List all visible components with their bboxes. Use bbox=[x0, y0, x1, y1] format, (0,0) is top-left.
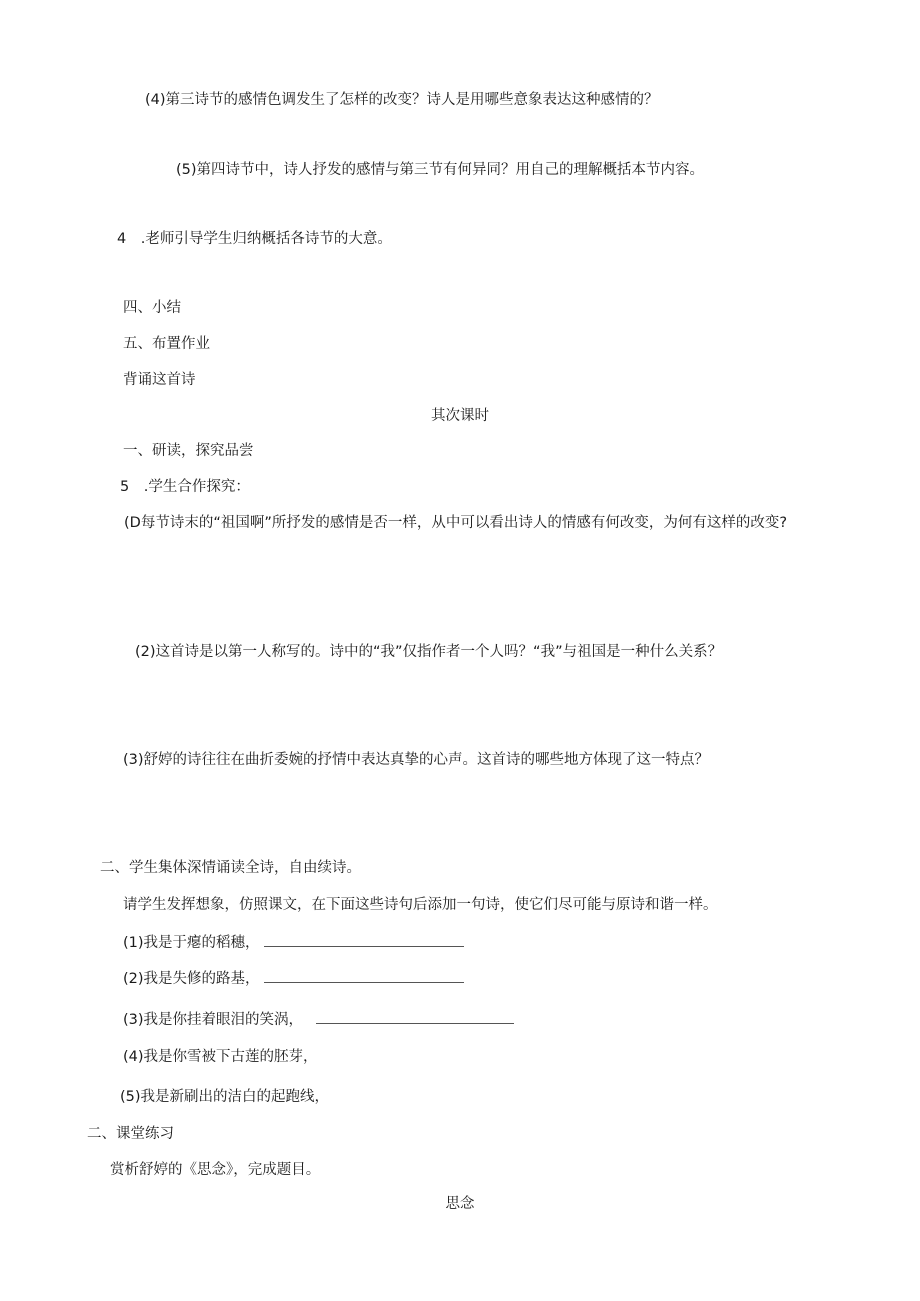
fill-blank-2[interactable] bbox=[264, 968, 464, 983]
fill-blank-1[interactable] bbox=[264, 932, 464, 947]
part-2-heading: 二、学生集体深情诵读全诗，自由续诗。 bbox=[100, 860, 361, 876]
probe-question-1: (D每节诗末的“祖国啊”所抒发的感情是否一样，从中可以看出诗人的情感有何改变，为何有这样的改变? bbox=[124, 515, 788, 531]
continuation-instruction: 请学生发挥想象，仿照课文，在下面这些诗句后添加一句诗，使它们尽可能与原诗和谐一样。 bbox=[123, 897, 718, 913]
fill-line-3-text: (3)我是你挂着眼泪的笑涡， bbox=[123, 1012, 304, 1028]
section-homework-heading: 五、布置作业 bbox=[123, 336, 210, 352]
homework-text: 背诵这首诗 bbox=[123, 372, 196, 388]
question-5: (5)第四诗节中，诗人抒发的感情与第三节有何异同？用自己的理解概括本节内容。 bbox=[176, 162, 705, 178]
fill-line-2-text: (2)我是失修的路基， bbox=[123, 971, 260, 987]
question-4: (4)第三诗节的感情色调发生了怎样的改变？诗人是用哪些意象表达这种感情的？ bbox=[145, 92, 659, 108]
fill-blank-3[interactable] bbox=[316, 1009, 514, 1024]
fill-line-5: (5)我是新刷出的洁白的起跑线， bbox=[120, 1089, 330, 1105]
fill-line-3 bbox=[123, 1009, 514, 1030]
part-1-heading: 一、研读，探究品尝 bbox=[123, 443, 254, 459]
step-5: 5 .学生合作探究： bbox=[120, 479, 250, 495]
practice-heading: 二、课堂练习 bbox=[87, 1126, 174, 1142]
fill-line-2 bbox=[123, 968, 464, 989]
fill-line-4: (4)我是你雪被下古莲的胚芽， bbox=[123, 1049, 318, 1065]
fill-line-1 bbox=[123, 932, 464, 953]
probe-question-2: (2)这首诗是以第一人称写的。诗中的“我”仅指作者一个人吗？“我”与祖国是一种什么关系？ bbox=[135, 644, 723, 660]
lesson-2-title: 其次课时 bbox=[431, 408, 489, 424]
section-summary-heading: 四、小结 bbox=[123, 300, 181, 316]
fill-line-1-text: (1)我是于瘪的稻穗， bbox=[123, 935, 260, 951]
poem-title: 思念 bbox=[445, 1196, 475, 1212]
practice-intro: 赏析舒婷的《思念》，完成题目。 bbox=[110, 1162, 321, 1178]
probe-question-3: (3)舒婷的诗往往在曲折委婉的抒情中表达真挚的心声。这首诗的哪些地方体现了这一特点？ bbox=[123, 752, 710, 768]
step-4: 4 .老师引导学生归纳概括各诗节的大意。 bbox=[117, 231, 392, 247]
